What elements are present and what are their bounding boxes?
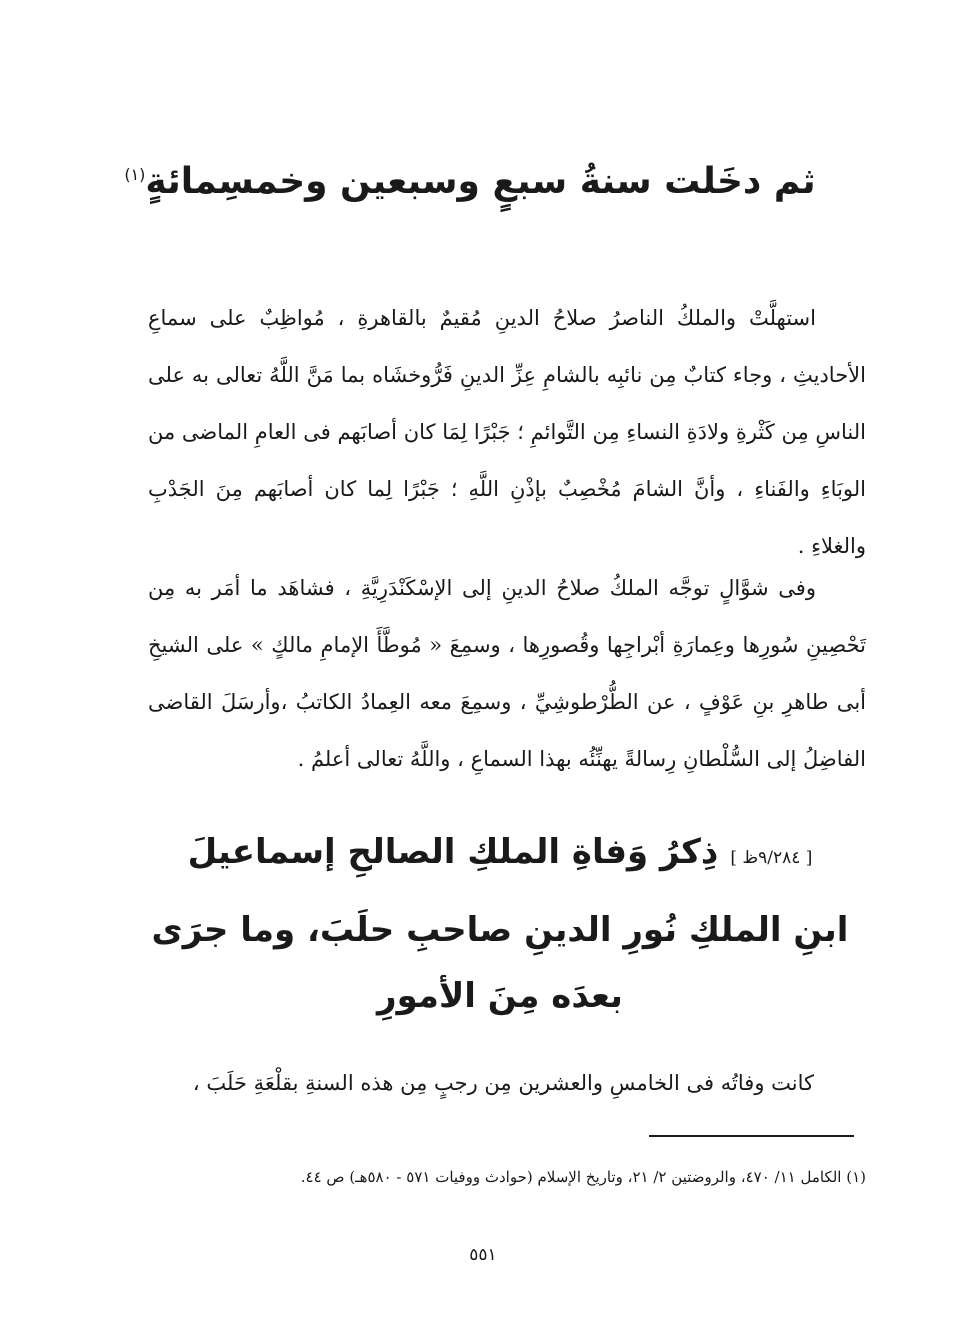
paragraph-1: استهلَّتْ والملكُ الناصرُ صلاحُ الدينِ مُقيمٌ بالقاهرةِ ، مُواظِبٌ على سماعِ الأحاديثِ ، وجاء كتابٌ مِن نائبِه بالشامِ عِزِّ الدينِ فَرُّوخشَاه بما مَنَّ اللَّهُ تعالى به على الناسِ مِن كَثْرةِ ولادَةِ النساءِ مِن التَّوائمِ ؛ جَبْرًا لِمَا كان أصابَهم فى العامِ الماضى من الوبَاءِ والفَناءِ ، وأنَّ الشامَ مُخْصِبٌ بإذْنِ اللَّهِ ؛ جَبْرًا لِما كان أصابَهم مِنَ الجَدْبِ والغلاءِ .: [148, 306, 866, 558]
section-heading-line-3: بعدَه مِنَ الأمورِ: [377, 976, 623, 1016]
paragraph-2: وفى شوَّالٍ توجَّه الملكُ صلاحُ الدينِ إلى الإسْكَنْدَرِيَّةِ ، فشاهَد ما أمَر به مِن تَحْصِينِ سُورِها وعِمارَةِ أبْراجِها وقُصورِها ، وسمِعَ « مُوطَّأَ الإمامِ مالكٍ » على الشيخِ أبى طاهرِ بنِ عَوْفٍ ، عن الطُّرْطوشِيِّ ، وسمِعَ معه العِمادُ الكاتبُ ،وأرسَلَ القاضى الفاضِلُ إلى السُّلْطانِ رِسالةً يهنِّئُه بهذا السماعِ ، واللَّهُ تعالى أعلمُ .: [148, 576, 866, 771]
section-heading-text-1: ذِكرُ وَفاةِ الملكِ الصالحِ إسماعيلَ: [187, 832, 719, 872]
page-number: ٥٥١: [469, 1245, 497, 1265]
section-heading-line-1: [150, 818, 850, 892]
footnote-divider: [649, 1135, 854, 1137]
section-heading-line-2: ابنِ الملكِ نُورِ الدينِ صاحبِ حلَبَ، وما جرَى: [151, 910, 849, 950]
chapter-title-text: ثم دخَلت سنةُ سبعٍ وسبعين وخمسِمائةٍ: [145, 161, 816, 202]
chapter-title: [120, 140, 820, 217]
paragraph-3: كانت وفاتُه فى الخامسِ والعشرين مِن رجبٍ مِن هذه السنةِ بقلْعَةِ حَلَبَ ،: [192, 1071, 814, 1095]
manuscript-folio-marker: [ ٩/٢٨٤ظ ]: [730, 848, 813, 868]
footnote-reference: (١): [124, 165, 146, 184]
footnote: (١) الكامل ١١/ ٤٧٠، والروضتين ٢/ ٢١، وتاريخ الإسلام (حوادث ووفيات ٥٧١ - ٥٨٠هـ) ص ٤٤.: [300, 1168, 866, 1186]
